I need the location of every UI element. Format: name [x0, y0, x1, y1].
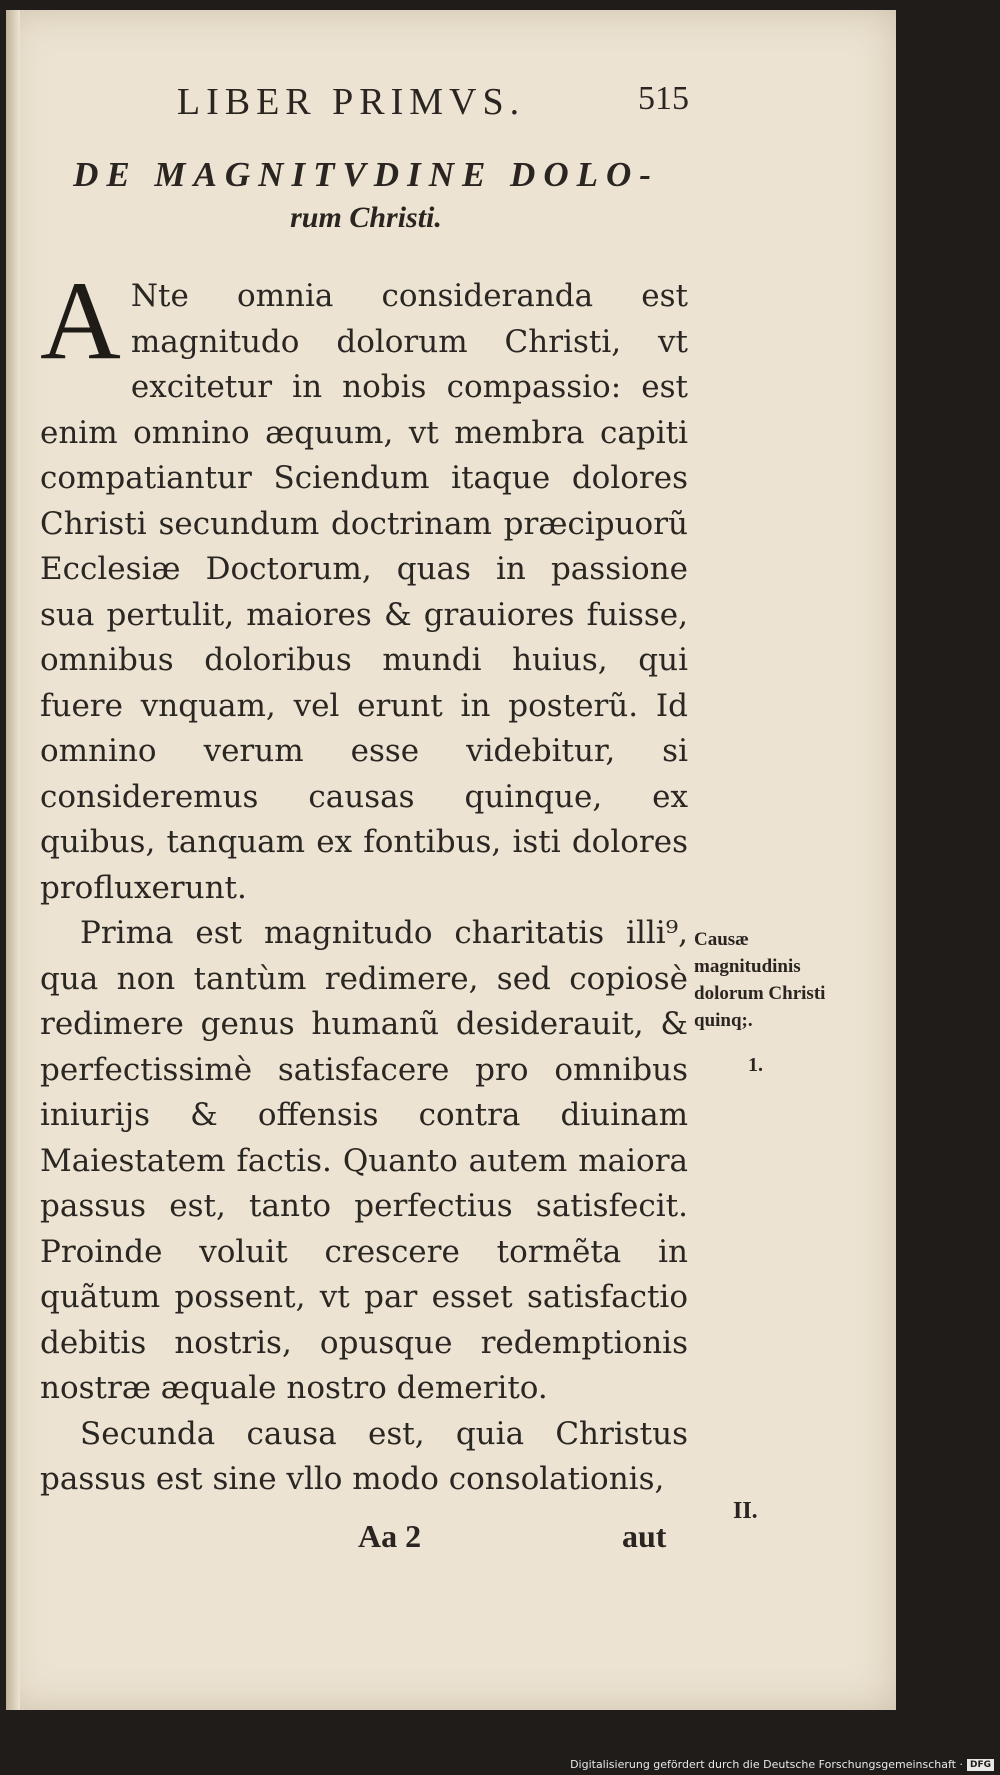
dfg-logo: DFG — [967, 1759, 994, 1771]
book-page — [6, 10, 896, 1710]
margin-note: Causæ magnitudinis dolorum Christi quinq;. — [694, 929, 826, 1031]
body-text — [40, 259, 688, 1503]
catchword: aut — [622, 1518, 667, 1554]
margin-number-two: II. — [733, 1498, 758, 1524]
chapter-heading-line2: rum Christi. — [290, 201, 442, 234]
page-number: 515 — [638, 80, 689, 117]
chapter-heading — [36, 152, 696, 238]
footer-text: Digitalisierung gefördert durch die Deutsche Forschungsgemeinschaft · — [570, 1758, 963, 1771]
page-gutter — [6, 10, 20, 1710]
paragraph-2: Prima est magnitudo charitatis illi⁹, qua non tantùm redimere, sed copiosè redimere genus humanũ desiderauit, & perfectissimè satisfacere pro omnibus iniurijs & offensis contra diuinam Maiestatem factis. Quanto autem maiora passus est, tanto perfectius satisfecit. Proinde voluit crescere tormẽta in quãtum possent, vt par esset satisfactio debitis nostris, opusque redemptionis nostræ æquale nostro demerito. — [40, 915, 688, 1406]
running-head-title: LIBER PRIMVS. — [176, 81, 526, 123]
margin-number-one: 1. — [748, 1054, 763, 1076]
drop-cap: A — [40, 259, 121, 383]
running-head — [6, 80, 696, 124]
signature-mark: Aa 2 — [358, 1518, 422, 1554]
digitization-footer — [570, 1758, 994, 1771]
paragraph-1 — [40, 259, 688, 911]
chapter-heading-line1: DE MAGNITVDINE DOLO- — [73, 155, 659, 194]
paragraph-1-text: Nte omnia consideranda est magnitudo dolorum Christi, vt excitetur in nobis compassio: est enim omnino æquum, vt membra capiti compatiantur Sciendum itaque dolores Christi secundum doctrinam præcipuorũ Ecclesiæ Doctorum, quas in passione sua pertulit, maiores & grauiores fuisse, omnibus doloribus mundi huius, qui fuere vnquam, vel erunt in posterũ. Id omnino verum esse videbitur, si consideremus causas quinque, ex quibus, tanquam ex fontibus, isti dolores profluxerunt. — [40, 278, 688, 906]
paragraph-3: Secunda causa est, quia Christus passus est sine vllo modo consolationis, — [40, 1415, 688, 1497]
